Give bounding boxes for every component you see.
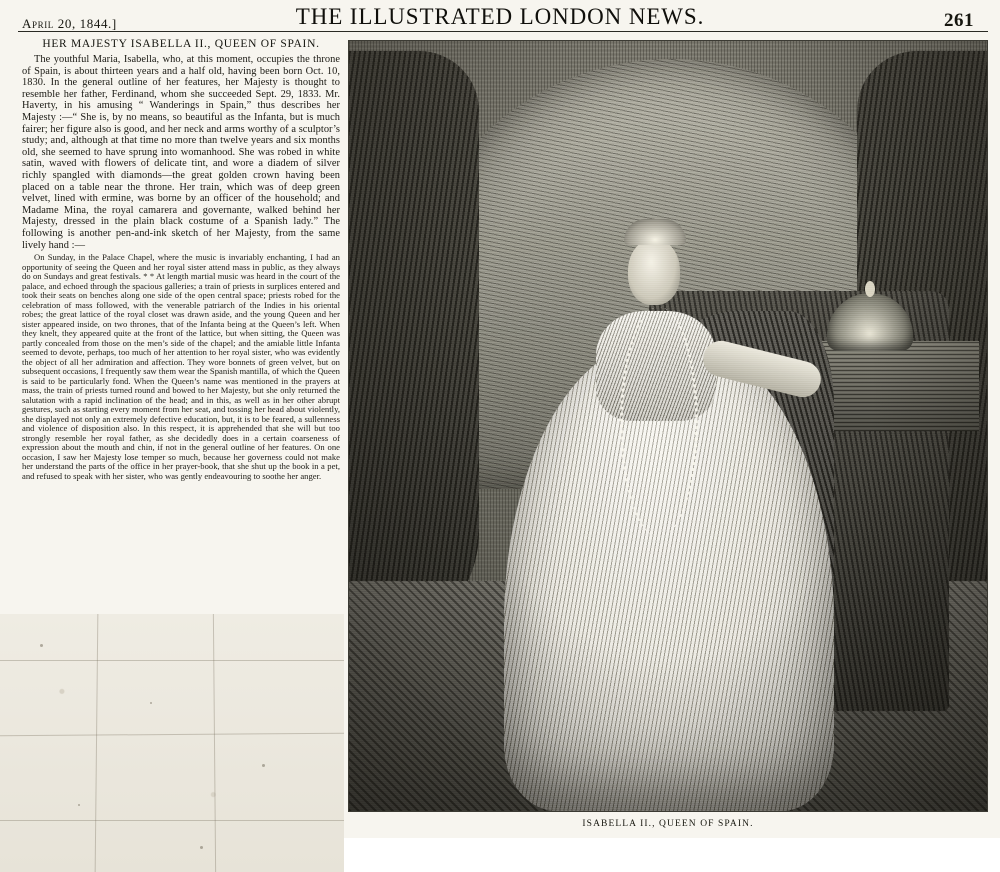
page-columns <box>0 34 1000 838</box>
figure-head <box>628 239 680 305</box>
article-paragraph-1: The youthful Maria, Isabella, who, at this moment, occupies the throne of Spain, is about thirteen years and a half old, having been born Oct. 10, 1830. In the general outline of her features, her Majesty is thought to resemble her father, Ferdinand, whom she succeeded Sept. 29, 1833. Mr. Haverty, in his amusing “ Wanderings in Spain,” thus describes her Majesty :—“ She is, by no means, so beautiful as the Infanta, but is much fairer; her figure also is good, and her neck and arms worthy of a sculptor’s study; and, although at that time no more than twelve years and six months old, she seemed to have sprung into womanhood. She was robed in white satin, waved with flowers of delicate tint, and wore a diadem of silver richly spangled with diamonds—the great golden crown having been placed on a table near the throne. Her train, which was of deep green velvet, lined with ermine, was borne by an officer of the household; and Madame Mina, the royal camarera and governante, walked behind her Majesty, dressed in the plain black costume of a Spanish lady.” The following is another pen-and-ink sketch of her Majesty, from the same lively hand :— <box>22 54 340 251</box>
paper-speck <box>262 764 265 767</box>
paper-speck <box>200 846 203 849</box>
article-headline: HER MAJESTY ISABELLA II., QUEEN OF SPAIN. <box>42 38 320 50</box>
masthead-rule <box>18 31 988 32</box>
paper-speck <box>40 644 43 647</box>
paper-speck <box>150 702 152 704</box>
page-number: 261 <box>944 10 974 31</box>
engraving-portrait <box>348 40 988 812</box>
article-column <box>22 38 340 483</box>
tiara-icon <box>624 219 686 245</box>
blank-paper-area <box>0 614 344 872</box>
engraving-queen-figure <box>524 161 824 801</box>
paper-crease <box>95 614 99 872</box>
article-paragraph-2: On Sunday, in the Palace Chapel, where the music is invariably enchanting, I had an opportunity of seeing the Queen and her royal sister attend mass in public, as they always do on Sundays and great festivals. * * At length martial music was heard in the court of the palace, and echoed through the spacious galleries; a train of priests in surplices entered and took their seats on benches along one side of the open central space; priests robed for the celebration of mass followed, with the venerable patriarch of the Indies in his oriental robes; the great lattice of the royal closet was drawn aside, and the young Queen and her sister appeared inside, on two thrones, that of the Infanta being at the Queen’s left. When they knelt, they appeared quite at the front of the lattice, but when sitting, the Queen was partly concealed from those on the men’s side of the chapel; and the amiable little Infanta seemed to devote, perhaps, too much of her attention to her royal sister, who was evidently the object of all her admiration and affection. They wore bonnets of green velvet, but on subsequent occasions, I frequently saw them wear the Spanish mantilla, of which the Queen is said to be particularly fond. When the Queen’s name was mentioned in the prayers at mass, the train of priests turned round and bowed to her Majesty, but she only returned the salutation with a rapid inclination of the head; and in this, as well as in her other abrupt gestures, such as starting every moment from her seat, and tossing her head about violently, she displayed not only an extremely defective education, but, it is to be feared, a sullenness and violence of disposition also. In this respect, it is apprehended that she will but too strongly resemble her royal father, as she decidedly does in a certain coarseness of expression about the mouth and chin, if not in the general outline of her features. On one occasion, I saw her Majesty lose temper so much, because her governess could not make her understand the parts of the office in her prayer-book, that she shut up the book in a pet, and refused to speak with her sister, who was gently endeavouring to soothe her anger. <box>22 252 340 481</box>
paper-speck <box>78 804 80 806</box>
paper-crease <box>213 614 216 872</box>
masthead <box>0 0 1000 34</box>
paper-crease <box>0 733 344 736</box>
engraving-caption: ISABELLA II., QUEEN OF SPAIN. <box>582 819 754 829</box>
issue-date: April 20, 1844.] <box>22 16 117 31</box>
engraving-block <box>348 40 988 829</box>
paper-crease <box>0 820 344 821</box>
engraving-curtain-left <box>349 51 479 651</box>
figure-necklace <box>620 307 698 537</box>
paper-title: THE ILLUSTRATED LONDON NEWS. <box>295 4 705 29</box>
paper-crease <box>0 660 344 661</box>
